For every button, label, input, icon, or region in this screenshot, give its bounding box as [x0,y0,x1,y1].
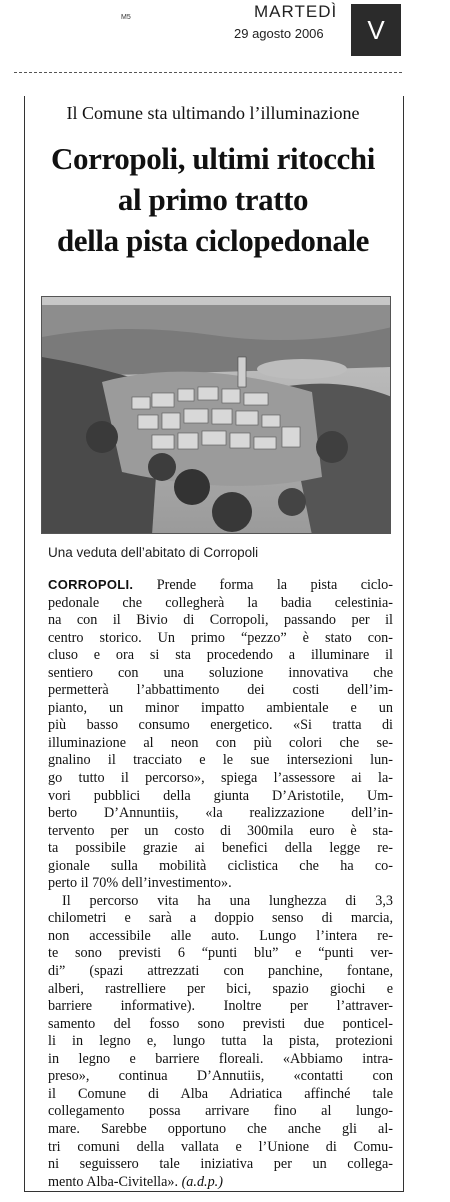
body-line: samento del fosso sono previsti due ponticel- [48,1015,393,1032]
body-line: CORROPOLI. Prende forma la pista ciclo- [48,577,393,593]
body-line: pedonale che collegherà la badia celestinia- [48,594,393,611]
body-line: go tutto il percorso», spiega l’assessore ai la- [48,770,393,787]
body-line: te sono previsti 6 “punti blu” e “punti ver- [48,945,393,962]
body-line: mento Alba-Civitella». (a.d.p.) [48,1173,223,1190]
headline-line: Corropoli, ultimi ritocchi [51,141,375,176]
body-line: na con il Bivio di Corropoli, passando per il [48,612,393,629]
headline-line: della pista ciclopedonale [56,223,370,258]
page-header [0,0,450,78]
header-divider [14,72,402,74]
body-line: alberi, rastrelliere per bici, spazio giochi e [48,980,393,997]
body-line: barriere informative). Inoltre per l’attraver- [48,998,393,1015]
body-line: pianto, un minor impatto ambientale e un [48,699,393,716]
body-line: perto il 70% dell’investimento». [48,875,232,892]
body-line: mare. Sarebbe opportuno che anche gli al- [48,1120,393,1137]
photo-illustration [42,297,391,534]
body-line: più basso consumo energetico. «Si tratta di [48,717,393,734]
issue-date: 29 agosto 2006 [234,26,324,41]
dateline: CORROPOLI. [48,577,134,592]
body-line: chilometri e sarà a doppio senso di marcia, [48,910,393,927]
article-body [48,576,393,1191]
body-line: il Comune di Alba Adriatica affinché tale [48,1085,393,1102]
body-line: tervento per un costo di 300mila euro è sta- [48,822,393,839]
body-line: collegamento possa arrivare fino al lungo- [48,1103,393,1120]
body-line: in legno e barriere floreali. «Abbiamo intra- [48,1050,393,1067]
body-line: ni seguissero tale iniziativa per un collega- [48,1156,393,1173]
body-line: gnalino il tracciato e le sue intersezioni lun- [48,752,393,769]
body-line: tri comuni della vallata e l’Unione di Comu- [48,1138,393,1155]
section-letter: V [367,14,385,45]
body-line: sentiero con una soluzione innovativa che [48,664,393,681]
article-kicker: Il Comune sta ultimando l’illuminazione [66,103,360,123]
headline-line: al primo tratto [117,182,309,217]
body-line: gionale sulla mobilità ciclistica che ha co- [48,857,393,874]
body-line: cluso e ora si sta procedendo a illuminare il [48,647,393,664]
photo-caption: Una veduta dell’abitato di Corropoli [48,545,259,560]
body-line: illuminazione al neon con più colori che se- [48,734,393,751]
body-line: berto D’Annuntiis, «la realizzazione dell’in- [48,805,393,822]
section-badge [351,4,401,56]
body-line: centro storico. Un primo “pezzo” è stato con- [48,629,393,646]
body-line: vori pubblici della giunta D’Aristotile, Um- [48,787,393,804]
body-line: Il percorso vita ha una lunghezza di 3,3 [62,892,393,909]
body-line: permetterà l’abbattimento dei costi dell’im- [48,682,393,699]
body-line: ta possibile grazie ai benefici della legge re- [48,840,393,857]
body-line: preso», continua D’Annutiis, «contatti con [48,1068,393,1085]
author-signature: (a.d.p.) [181,1173,223,1190]
body-line: li in legno e, lungo tutta la pista, protezioni [48,1033,393,1050]
issue-day: MARTEDÌ [254,2,338,21]
body-line: di” (spazi attrezzati con panchine, fontane, [48,963,393,980]
body-line: non accessibile alle auto. Lungo l’intera re- [48,927,393,944]
town-aerial-photo [41,296,391,534]
article-headline [24,138,402,261]
page-code: M5 [121,14,131,21]
